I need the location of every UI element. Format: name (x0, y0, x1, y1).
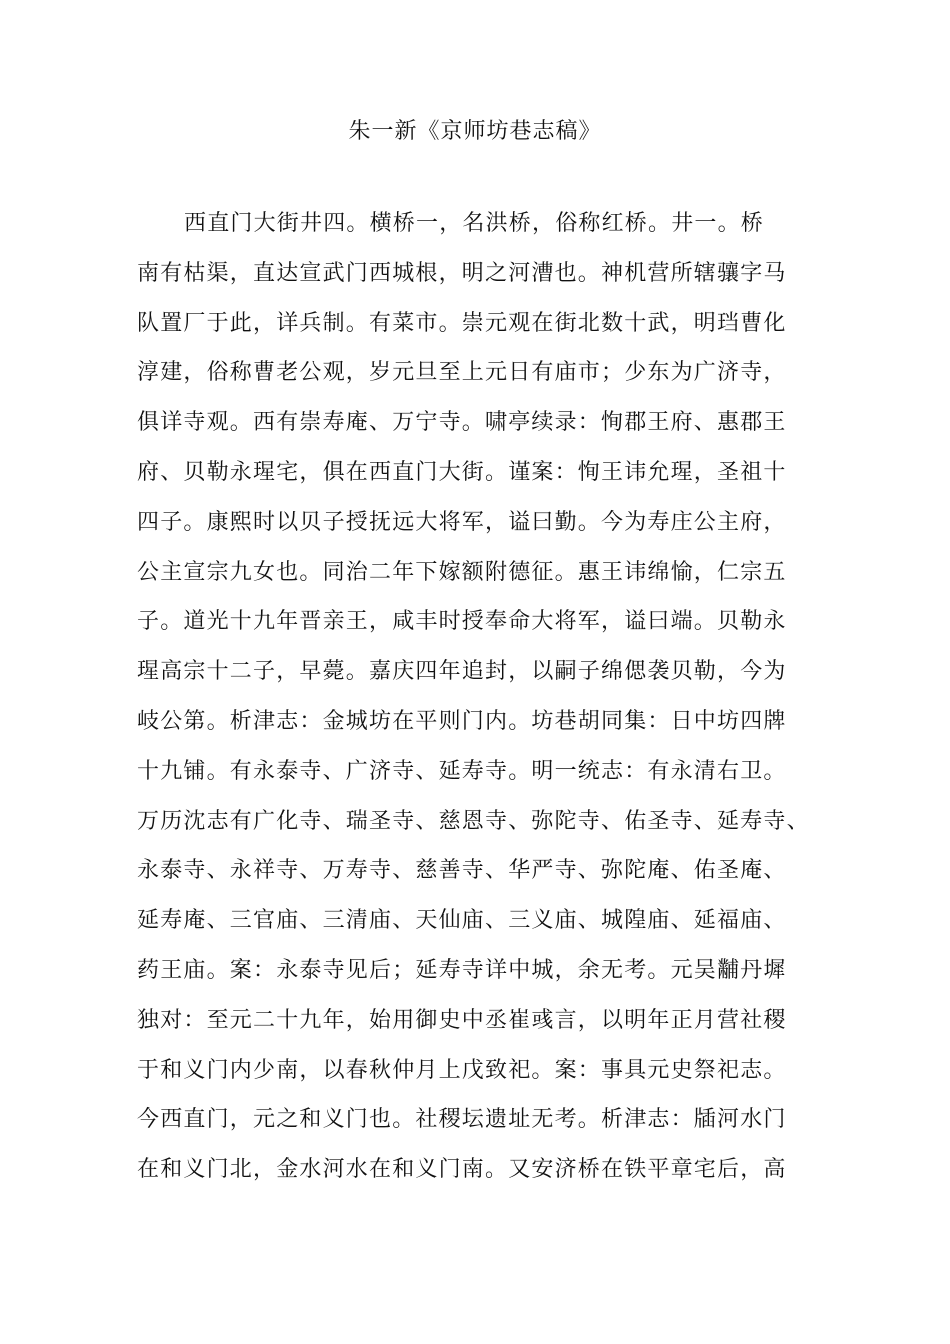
paragraph-line: 在和义门北，金水河水在和义门南。又安济桥在铁平章宅后，高 (137, 1157, 787, 1183)
paragraph-line: 瑆高宗十二子，早薨。嘉庆四年追封，以嗣子绵偲袭贝勒，今为 (137, 659, 787, 685)
paragraph-line: 子。道光十九年晋亲王，咸丰时授奉命大将军，谥曰端。贝勒永 (137, 609, 787, 635)
document-body (137, 204, 817, 1200)
paragraph-line: 府、贝勒永瑆宅，俱在西直门大街。谨案：恂王讳允瑆，圣祖十 (137, 459, 787, 485)
paragraph-line: 队置厂于此，详兵制。有菜市。崇元观在街北数十武，明珰曹化 (137, 310, 787, 336)
paragraph-line: 西直门大街井四。横桥一，名洪桥，俗称红桥。井一。桥 (184, 211, 765, 236)
paragraph-line: 万历沈志有广化寺、瑞圣寺、慈恩寺、弥陀寺、佑圣寺、延寿寺、 (137, 808, 810, 834)
paragraph-line: 俱详寺观。西有崇寿庵、万宁寺。啸亭续录：恂郡王府、惠郡王 (137, 410, 787, 436)
paragraph-line: 四子。康熙时以贝子授抚远大将军，谥曰勤。今为寿庄公主府， (137, 509, 787, 535)
paragraph-line: 永泰寺、永祥寺、万寿寺、慈善寺、华严寺、弥陀庵、佑圣庵、 (137, 858, 787, 884)
paragraph-line: 岐公第。析津志：金城坊在平则门内。坊巷胡同集：日中坊四牌 (137, 708, 787, 734)
paragraph-line: 南有枯渠，直达宣武门西城根，明之河漕也。神机营所辖骧字马 (137, 260, 787, 286)
paragraph-line: 药王庙。案：永泰寺见后；延寿寺详中城，余无考。元吴黼丹墀 (137, 957, 787, 983)
page-title: 朱一新《京师坊巷志稿》 (348, 119, 602, 144)
paragraph-line: 延寿庵、三官庙、三清庙、天仙庙、三义庙、城隍庙、延福庙、 (137, 908, 787, 934)
paragraph-line: 公主宣宗九女也。同治二年下嫁额附德征。惠王讳绵愉，仁宗五 (137, 559, 787, 585)
paragraph-line: 今西直门，元之和义门也。社稷坛遗址无考。析津志：牐河水门 (137, 1107, 787, 1133)
paragraph-line: 独对：至元二十九年，始用御史中丞崔彧言，以明年正月营社稷 (137, 1007, 787, 1033)
paragraph-line: 于和义门内少南，以春秋仲月上戊致祀。案：事具元史祭祀志。 (137, 1057, 787, 1083)
paragraph-line: 淳建，俗称曹老公观，岁元旦至上元日有庙市；少东为广济寺， (137, 360, 787, 386)
paragraph-line: 十九铺。有永泰寺、广济寺、延寿寺。明一统志：有永清右卫。 (137, 758, 787, 784)
